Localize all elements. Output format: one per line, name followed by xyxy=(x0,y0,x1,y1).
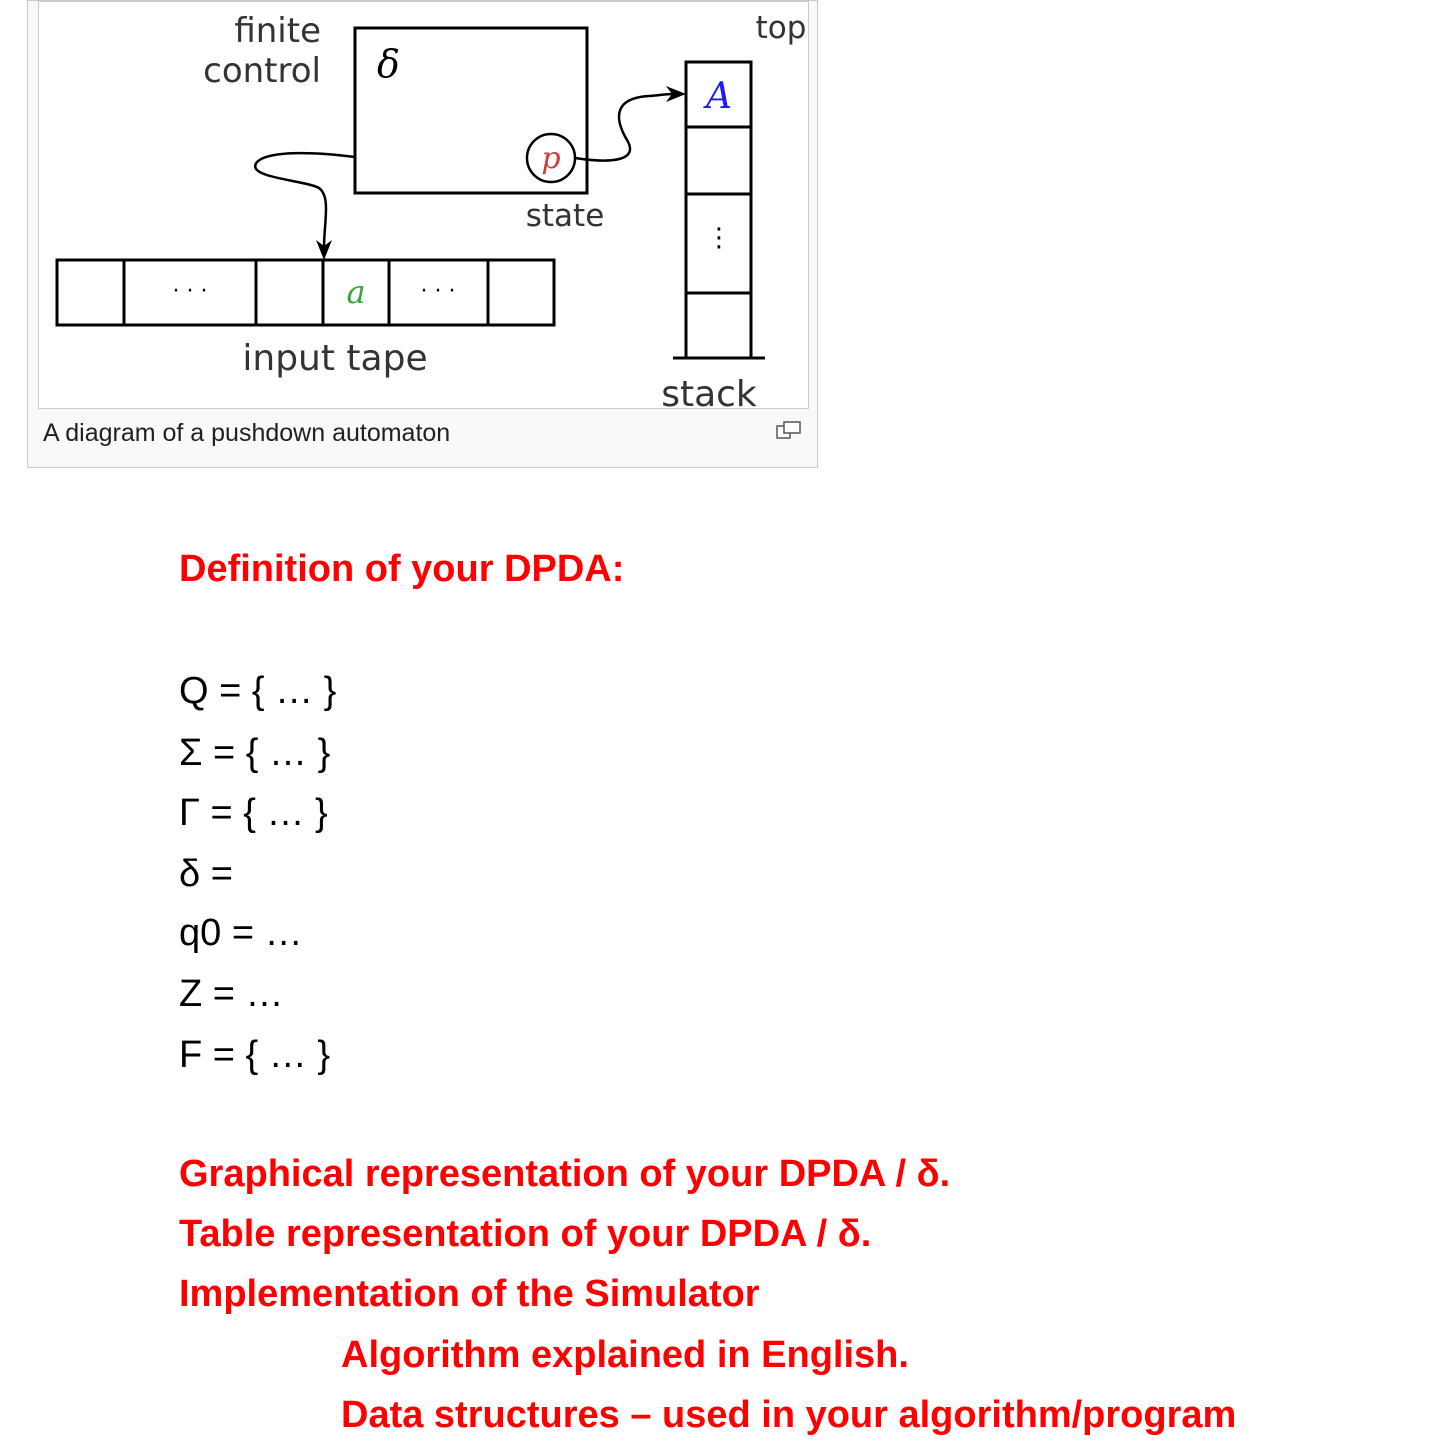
state-label: state xyxy=(525,198,605,234)
definition-line-q0: q0 = … xyxy=(179,912,303,954)
definition-heading: Definition of your DPDA: xyxy=(179,548,625,590)
stack-cell-bottom xyxy=(686,293,751,358)
definition-line-sigma: Σ = { … } xyxy=(179,732,331,774)
section-graphical: Graphical representation of your DPDA / δ. xyxy=(179,1153,951,1195)
definition-line-Z: Z = … xyxy=(179,973,284,1015)
stack-dots: ⋮ xyxy=(706,223,732,253)
finite-label: finite xyxy=(234,11,321,51)
definition-line-delta: δ = xyxy=(179,853,233,895)
stack-cell xyxy=(686,127,751,194)
delta-label: δ xyxy=(377,42,400,86)
definition-line-F: F = { … } xyxy=(179,1034,331,1076)
pushdown-automaton-diagram[interactable] xyxy=(38,1,809,409)
stack-top-symbol: A xyxy=(706,76,732,117)
tape-symbol: a xyxy=(346,273,366,311)
input-tape-label: input tape xyxy=(242,338,428,379)
figure-thumbnail xyxy=(27,0,818,468)
definition-line-gamma: Γ = { … } xyxy=(179,792,328,834)
subsection-data-structures: Data structures – used in your algorithm/program xyxy=(341,1394,1237,1436)
section-implementation: Implementation of the Simulator xyxy=(179,1273,760,1315)
stack-arrow xyxy=(575,94,674,161)
tape-cell xyxy=(488,260,554,325)
magnify-clip-icon[interactable] xyxy=(776,421,802,441)
tape-dots-right: · · · xyxy=(420,279,456,304)
tape-dots-left: · · · xyxy=(172,279,208,304)
top-label: top xyxy=(755,10,807,46)
diagram-svg xyxy=(39,2,809,409)
control-label: control xyxy=(203,51,321,91)
definition-line-Q: Q = { … } xyxy=(179,670,337,712)
section-table: Table representation of your DPDA / δ. xyxy=(179,1213,872,1255)
figure-caption: A diagram of a pushdown automaton xyxy=(43,419,451,447)
stack-label: stack xyxy=(661,374,757,410)
tape-cell xyxy=(57,260,124,325)
subsection-algorithm: Algorithm explained in English. xyxy=(341,1334,909,1376)
state-symbol: p xyxy=(541,141,561,176)
tape-cell xyxy=(256,260,323,325)
head-arrow xyxy=(255,153,355,248)
